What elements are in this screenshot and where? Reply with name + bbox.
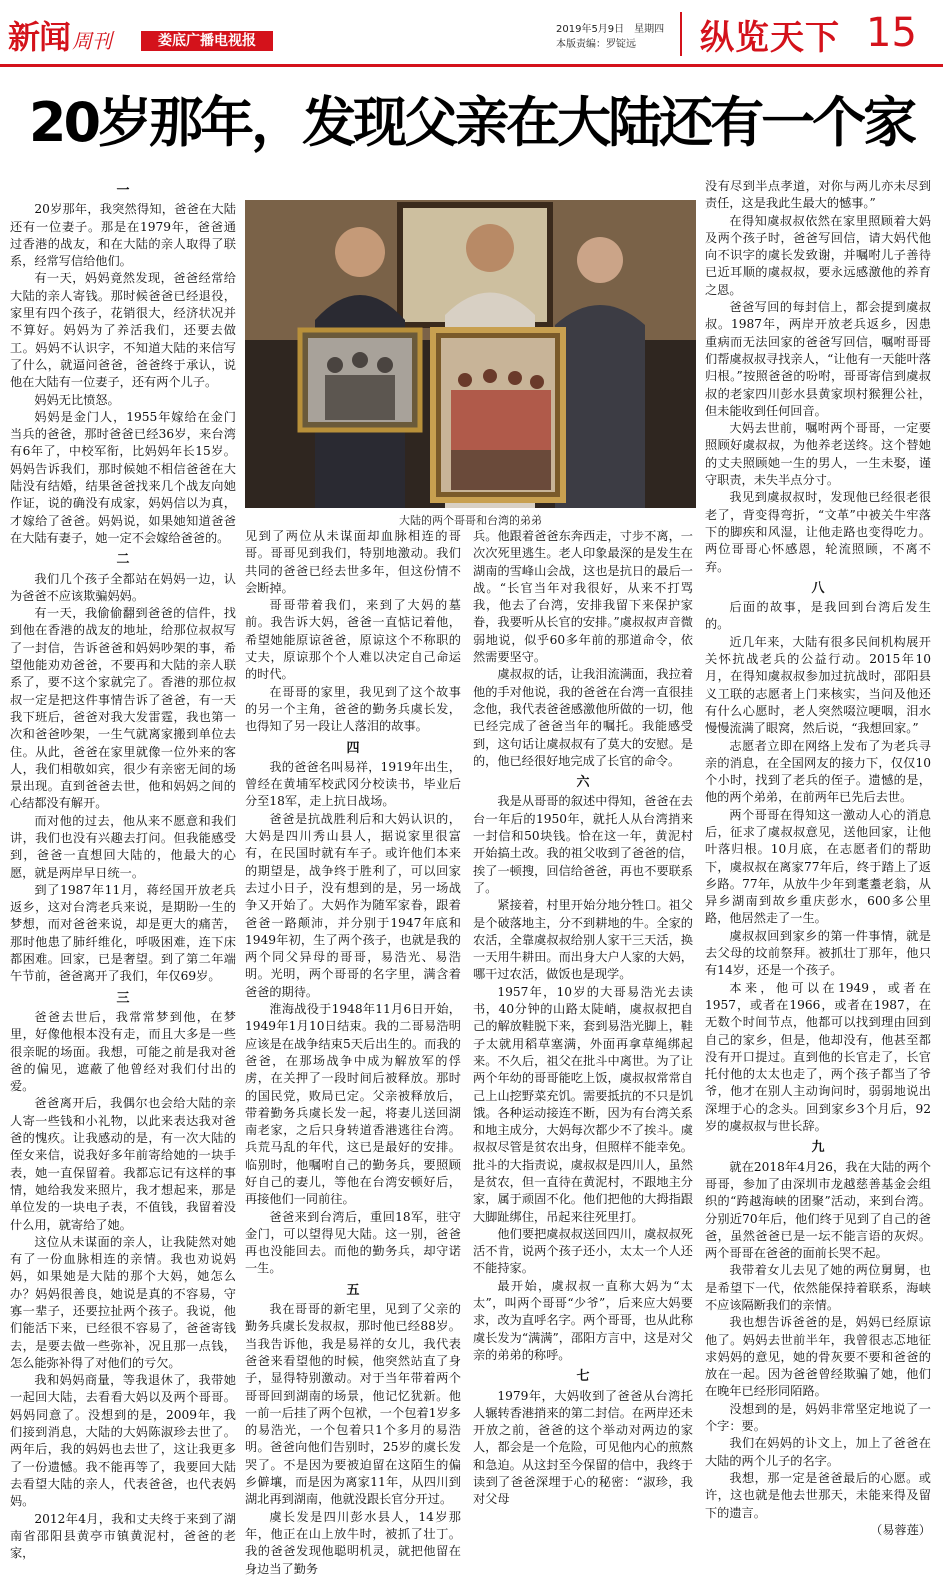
paragraph: 爸爸写回的每封信上，都会提到虞叔叔。1987年，两岸开放老兵返乡，因患重病而无法回家的爸爸写回信，嘱咐哥哥们帮虞叔叔寻找亲人，“让他有一天能叶落归根。”按照爸爸的吩咐，哥哥寄信到虞叔叔的老家四川彭水县黄家坝村猴狸公社，但未能收到任何回音。 [705, 300, 931, 418]
section-heading: 四 [346, 740, 360, 756]
issue-info [556, 22, 664, 52]
paragraph: 20岁那年，我突然得知，爸爸在大陆还有一位妻子。那是在1979年，爸爸通过香港的战友，和在大陆的亲人取得了联系，经常写信给他们。 [10, 202, 236, 269]
photo-caption: 大陆的两个哥哥和台湾的弟弟 [399, 514, 542, 527]
paragraph: 大妈去世前，嘱咐两个哥哥，一定要照顾好虞叔叔，为他养老送终。这个替她的丈夫照顾她一生的男人，一生未娶，谨守职责，未失半点分寸。 [705, 421, 931, 488]
paragraph: 兵。他跟着爸爸东奔西走，寸步不离，一次次死里逃生。老人印象最深的是发生在湖南的雪峰山会战，这也是抗日的最后一战。“长官当年对我很好，从来不打骂我，他去了台湾，安排我留下来保护家眷，我要听从长官的安排。”虞叔叔声音微弱地说，似乎60多年前的那道命令，依然需要坚守。 [473, 529, 693, 665]
paragraph: 虞长发是四川彭水县人，14岁那年，他正在山上放牛时，被抓了壮丁。我的爸爸发现他聪明机灵，就把他留在身边当了勤务 [245, 1509, 461, 1576]
article-headline: 20岁那年，发现父亲在大陆还有一个家 [28, 91, 915, 154]
masthead [0, 0, 943, 64]
paragraph: 近几年来，大陆有很多民间机构展开关怀抗战老兵的公益行动。2015年10月，在得知虞叔叔参加过抗战时，邵阳县义工联的志愿者上门来核实，当问及他还有什么心愿时，老人突然啜泣哽咽，泪水慢慢流满了眼窝，然后说，“我想回家。” [705, 634, 931, 736]
paragraph: 而对他的过去，他从来不愿意和我们讲，我们也没有兴趣去打问。但我能感受到，爸爸一直想回大陆的，他最大的心愿，就是两岸早日统一。 [10, 813, 236, 880]
paper-logo [8, 12, 112, 58]
section-title: 纵览天下 [700, 18, 840, 58]
paragraph: 最开始，虞叔叔一直称大妈为“太太”，叫两个哥哥“少爷”，后来应大妈要求，改为直呼名字。两个哥哥，也从此称虞长发为“满满”，邵阳方言中，这是对父亲的弟弟的称呼。 [473, 1278, 693, 1362]
paragraph: 淮海战役于1948年11月6日开始，1949年1月10日结束。我的二哥易浩明应该是在战争结束5天后出生的。而我的爸爸，在那场战争中成为解放军的俘虏，在关押了一段时间后被释放。那时的国民党，败局已定。父亲被释放后，带着勤务兵虞长发一起，将妻儿送回湖南老家，之后只身转道香港逃往台湾。兵荒马乱的年代，这已是最好的安排。临别时，他嘱咐自己的勤务兵，要照顾好自己的妻儿，等他在台湾安顿好后，再接他们一同前往。 [245, 1002, 461, 1207]
paragraph: 我和妈妈商量，等我退休了，我带她一起回大陆，去看看大妈以及两个哥哥。妈妈同意了。没想到的是，2009年，我们接到消息，大陆的大妈陈淑珍去世了。两年后，我的妈妈也去世了，这让我更多了一份遗憾。我不能再等了，我要回大陆去看望大陆的亲人，代表爸爸，也代表妈妈。 [10, 1373, 236, 1509]
paragraph: 我也想告诉爸爸的是，妈妈已经原谅他了。妈妈去世前半年，我曾很志忑地征求妈妈的意见，她的骨灰要不要和爸爸的放在一起。因为爸爸曾经欺骗了她，他们在晚年已经形同陌路。 [705, 1315, 931, 1399]
paragraph: 我带着女儿去见了她的两位舅舅，也是希望下一代，依然能保持着联系，海峡不应该隔断我们的亲情。 [705, 1263, 931, 1312]
paragraph: 就在2018年4月26，我在大陆的两个哥哥，参加了由深圳市龙越慈善基金会组织的“跨越海峡的团聚”活动，来到台湾。分别近70年后，他们终于见到了自己的爸爸，虽然爸爸已是一坛不能言语的灰烬。两个哥哥在爸爸的面前长哭不起。 [705, 1159, 931, 1261]
paragraph: 爸爸离开后，我偶尔也会给大陆的亲人寄一些钱和小礼物，以此来表达我对爸爸的愧疚。让我感动的是，有一次大陆的侄女来信，说我好多年前寄给她的一块手表，她一直保留着。我都忘记有这样的事情，她给我发来照片，我才想起来，那是单位发的一块电子表，不值钱，我留着没什么用，就寄给了她。 [10, 1096, 236, 1232]
article-photo [245, 200, 696, 508]
paper-name: 新闻 [8, 18, 71, 56]
section-heading: 五 [346, 1282, 360, 1298]
paragraph: 没有尽到半点孝道，对你与两儿亦未尽到责任，这是我此生最大的憾事。” [705, 179, 931, 211]
paragraph: 本来，他可以在1949，或者在1957，或者在1966，或者在1987，在无数个时间节点，他都可以找到理由回到自己的家乡，但是，他却没有，他甚至都没有开口提过。直到他的长官走了，长官托付他的太太也走了，两个孩子都当了爷爷，他才在别人主动询问时，弱弱地说出深埋于心的念头。回到家乡3个月后，92岁的虞叔叔与世长辞。 [705, 980, 931, 1134]
paragraph: 我想，那一定是爸爸最后的心愿。或许，这也就是他去世那天，未能来得及留下的遗言。 [705, 1470, 931, 1520]
paragraph: 虞叔叔回到家乡的第一件事情，就是去父母的坟前祭拜。被抓壮丁那年，他只有14岁，还是一个孩子。 [705, 928, 931, 978]
section-heading: 七 [576, 1369, 590, 1385]
page-number: 15 [866, 10, 917, 56]
paragraph: 两个哥哥在得知这一激动人心的消息后，征求了虞叔叔意见，送他回家，让他叶落归根。10月底，在志愿者们的帮助下，虞叔叔在离家77年后，终于踏上了返乡路。77年，从放牛少年到耄耋老翁，从异乡湖南到故乡重庆彭水，600多公里路，他居然走了一生。 [705, 807, 931, 926]
section-heading: 一 [116, 183, 130, 198]
paragraph: 1957年，10岁的大哥易浩光去读书，40分钟的山路太陡峭，虞叔叔把自己的解放鞋脱下来，套到易浩光脚上，鞋子太就用稻草塞满，外面再拿草绳绑起来。不久后，祖父在批斗中离世。为了让两个年幼的哥哥能吃上饭，虞叔叔常常自己上山挖野菜充饥。需要抵抗的不只是饥饿。各种运动接连不断，因为有台湾关系和地主成分，大妈每次都少不了挨斗。虞叔叔尽管是贫农出身，但照样不能幸免。批斗的大指责说，虞叔叔是四川人，虽然是贫农，但一直待在黄泥村，不跟地主分家，属于顽固不化。他们把他的大拇指跟大脚趾绑住，吊起来往死里打。 [473, 984, 693, 1224]
masthead-rule [0, 64, 943, 67]
issue-date: 2019年5月9日 星期四 [556, 24, 665, 35]
paragraph: 1979年，大妈收到了爸爸从台湾托人辗转香港捎来的第二封信。在两岸还未开放之前，爸爸的这个举动对两边的家人，都会是一个危险，可见他内心的煎熬和急迫。从这封至今保留的信中，我终于读到了爸爸深埋于心的秘密：“淑珍，我对父母 [473, 1388, 693, 1507]
family-photo-illustration [245, 200, 696, 508]
section-heading: 九 [811, 1140, 825, 1156]
paragraph: 在哥哥的家里，我见到了这个故事的另一个主角，爸爸的勤务兵虞长发，也得知了另一段让人落泪的故事。 [245, 684, 461, 734]
paragraph: 我的爸爸名叫易祥，1919年出生，曾经在黄埔军校武冈分校读书，毕业后分至18军，走上抗日战场。 [245, 759, 461, 809]
paragraph: 后面的故事，是我回到台湾后发生的。 [705, 600, 931, 632]
article-column-3 [473, 528, 693, 1509]
article-column-4 [705, 178, 931, 1539]
paragraph: 虞叔叔的话，让我泪流满面，我拉着他的手对他说，我的爸爸在台湾一直很挂念他，我代表爸爸感激他所做的一切，他已经完成了爸爸当年的嘱托。我能感受到，这句话让虞叔叔有了莫大的安慰。是的，他已经很好地完成了长官的命令。 [473, 667, 693, 768]
paragraph: 爸爸是抗战胜利后和大妈认识的，大妈是四川秀山县人，据说家里很富有，在民国时就有车子。或许他们本来的期望是，战争终于胜利了，可以回家去过小日子，没有想到的是，另一场战争又开始了。大妈作为随军家眷，跟着爸爸一路颠沛，并分别于1947年底和1949年初，生了两个孩子，也就是我的两个同父异母的哥哥，易浩光、易浩明。光明，两个哥哥的名字里，满含着爸爸的期待。 [245, 811, 461, 999]
paragraph: 我是从哥哥的叙述中得知，爸爸在去台一年后的1950年，就托人从台湾捎来一封信和50块钱。恰在这一年，黄泥村开始搞土改。我的祖父收到了爸爸的信，挨了一顿搜，回信给爸爸，再也不要联系了。 [473, 794, 693, 895]
paragraph: 没想到的是，妈妈非常坚定地说了一个字：要。 [705, 1401, 931, 1434]
paragraph: 我们在妈妈的讣文上，加上了爸爸在大陆的两个儿子的名字。 [705, 1436, 931, 1468]
paragraph: 我见到虞叔叔时，发现他已经很老很老了，背变得弯折，“文革”中被关牛牢落下的脚疾和风湿，让他走路也变得吃力。两位哥哥心怀感恩，轮流照顾，不离不弃。 [705, 490, 931, 574]
paragraph: 我在哥哥的新宅里，见到了父亲的勤务兵虞长发叔叔，那时他已经88岁。当我告诉他，我是易祥的女儿，我代表爸爸来看望他的时候，他突然站直了身子，显得特别激动。对于当年带着两个哥哥回到湖南的场景，他记忆犹新。他一前一后挂了两个包袱，一个包着1岁多的易浩光，一个包着只1个多月的易浩明。爸爸向他们告别时，25岁的虞长发哭了。不是因为要被迫留在这陌生的偏乡僻壤，而是因为离家11年，从四川到湖北再到湖南，他就没跟长官分开过。 [245, 1302, 461, 1507]
author-credit: （易蓉莲） [870, 1522, 931, 1537]
paragraph: 2012年4月，我和丈夫终于来到了湖南省邵阳县黄亭市镇黄泥村，爸爸的老家， [10, 1511, 236, 1561]
paragraph: 妈妈是金门人，1955年嫁给在金门当兵的爸爸，那时爸爸已经36岁，来台湾有6年了，中校军衔，比妈妈年长15岁。妈妈告诉我们，那时候她不相信爸爸在大陆没有结婚，结果爸爸找来几个战友向她作证，说的确没有成家，妈妈信以为真，才嫁给了爸爸。妈妈说，如果她知道爸爸在大陆有妻子，她一定不会嫁给爸爸的。 [10, 409, 236, 545]
paragraph: 爸爸去世后，我常常梦到他，在梦里，好像他根本没有走，而且大多是一些很亲昵的场面。我想，可能之前是我对爸爸的偏见，遮蔽了他曾经对我们付出的爱。 [10, 1009, 236, 1094]
paragraph: 紧接着，村里开始分地分牲口。祖父是个破落地主，分不到耕地的牛。全家的农活，全靠虞叔叔给别人家干三天活，换一天用牛耕田。而出身大户人家的大妈，哪干过农活，做饭也是现学。 [473, 898, 693, 982]
section-heading: 二 [116, 552, 130, 568]
paragraph: 在得知虞叔叔依然在家里照顾着大妈及两个孩子时，爸爸写回信，请大妈代他向不识字的虞长发致谢，并嘱咐儿子善待已近耳顺的虞叔叔，要永远感激他的养育之恩。 [705, 213, 931, 297]
paragraph: 有一天，妈妈竟然发现，爸爸经常给大陆的亲人寄钱。那时候爸爸已经退役，家里有四个孩子，花销很大，经济状况并不算好。妈妈为了养活我们，还要去做工。妈妈不认识字，不知道大陆的来信写了什么，就逼问爸爸，爸爸终于承认，说他在大陆有一位妻子，还有两个儿子。 [10, 271, 236, 390]
paragraph: 志愿者立即在网络上发布了为老兵寻亲的消息，在全国网友的接力下，仅仅10个小时，找到了老兵的侄子。遗憾的是，他的两个弟弟，在前两年已先后去世。 [705, 738, 931, 805]
article-column-2 [245, 528, 461, 1578]
paragraph: 妈妈无比愤怒。 [34, 392, 120, 407]
paragraph: 我们几个孩子全都站在妈妈一边，认为爸爸不应该欺骗妈妈。 [10, 571, 236, 603]
weekly-label: 周刊 [72, 29, 113, 53]
masthead-divider [680, 12, 682, 56]
section-heading: 六 [576, 775, 590, 791]
article-column-1 [10, 178, 236, 1562]
paragraph: 哥哥带着我们，来到了大妈的墓前。我告诉大妈，爸爸一直惦记着他，希望她能原谅爸爸，原谅这个不称职的丈夫，原谅那个个人难以决定自己命运的时代。 [245, 598, 461, 682]
section-heading: 三 [116, 990, 130, 1006]
publisher-tag: 娄底广播电视报 [141, 31, 273, 51]
paragraph: 他们要把虞叔叔送回四川，虞叔叔死活不肯，说两个孩子还小，太太一个人还不能持家。 [473, 1226, 693, 1276]
section-heading: 八 [811, 580, 825, 596]
paragraph: 爸爸来到台湾后，重回18军，驻守金门，可以望得见大陆。这一别，爸爸再也没能回去。而他的勤务兵，却守诺一生。 [245, 1209, 461, 1276]
paragraph: 这位从未谋面的亲人，让我陡然对她有了一份血脉相连的亲情。我也劝说妈妈，如果她是大陆的那个大妈，她怎么办？妈妈很善良，她说是真的不容易，守寡一辈子，还要拉扯两个孩子。我说，他们能活下来，已经很不容易了，爸爸寄钱去，是要去做一些弥补，况且那一点钱，怎么能弥补得了对他们的亏欠。 [10, 1234, 236, 1370]
paragraph: 见到了两位从未谋面却血脉相连的哥哥。哥哥见到我们，特别地激动。我们共同的爸爸已经去世多年，但这份情不会断掉。 [245, 529, 461, 595]
paragraph: 到了1987年11月，蒋经国开放老兵返乡，这对台湾老兵来说，是期盼一生的梦想，而对爸爸来说，却是更大的痛苦，那时他患了肺纤维化，呼吸困难，连下床都困难。回家，已是奢望。到了第二年端午节前，爸爸离开了我们，年仅69岁。 [10, 882, 236, 984]
page-editor: 本版责编：罗锭远 [556, 39, 636, 50]
paragraph: 有一天，我偷偷翻到爸爸的信件，找到他在香港的战友的地址，给那位叔叔写了一封信，告诉爸爸和妈妈吵架的事，希望他能劝劝爸爸，不要再和大陆的亲人联系了，要不这个家就完了。香港的那位叔叔一定是把这件事情告诉了爸爸，有一天我下班后，爸爸对我大发雷霆，我也第一次和爸爸吵架，一生气就离家搬到单位去住。从此，爸爸在家里就像一位外来的客人，我们相敬如宾，很少有亲密无间的场景出现。直到爸爸去世，他和妈妈之间的心结都没有解开。 [10, 606, 236, 811]
